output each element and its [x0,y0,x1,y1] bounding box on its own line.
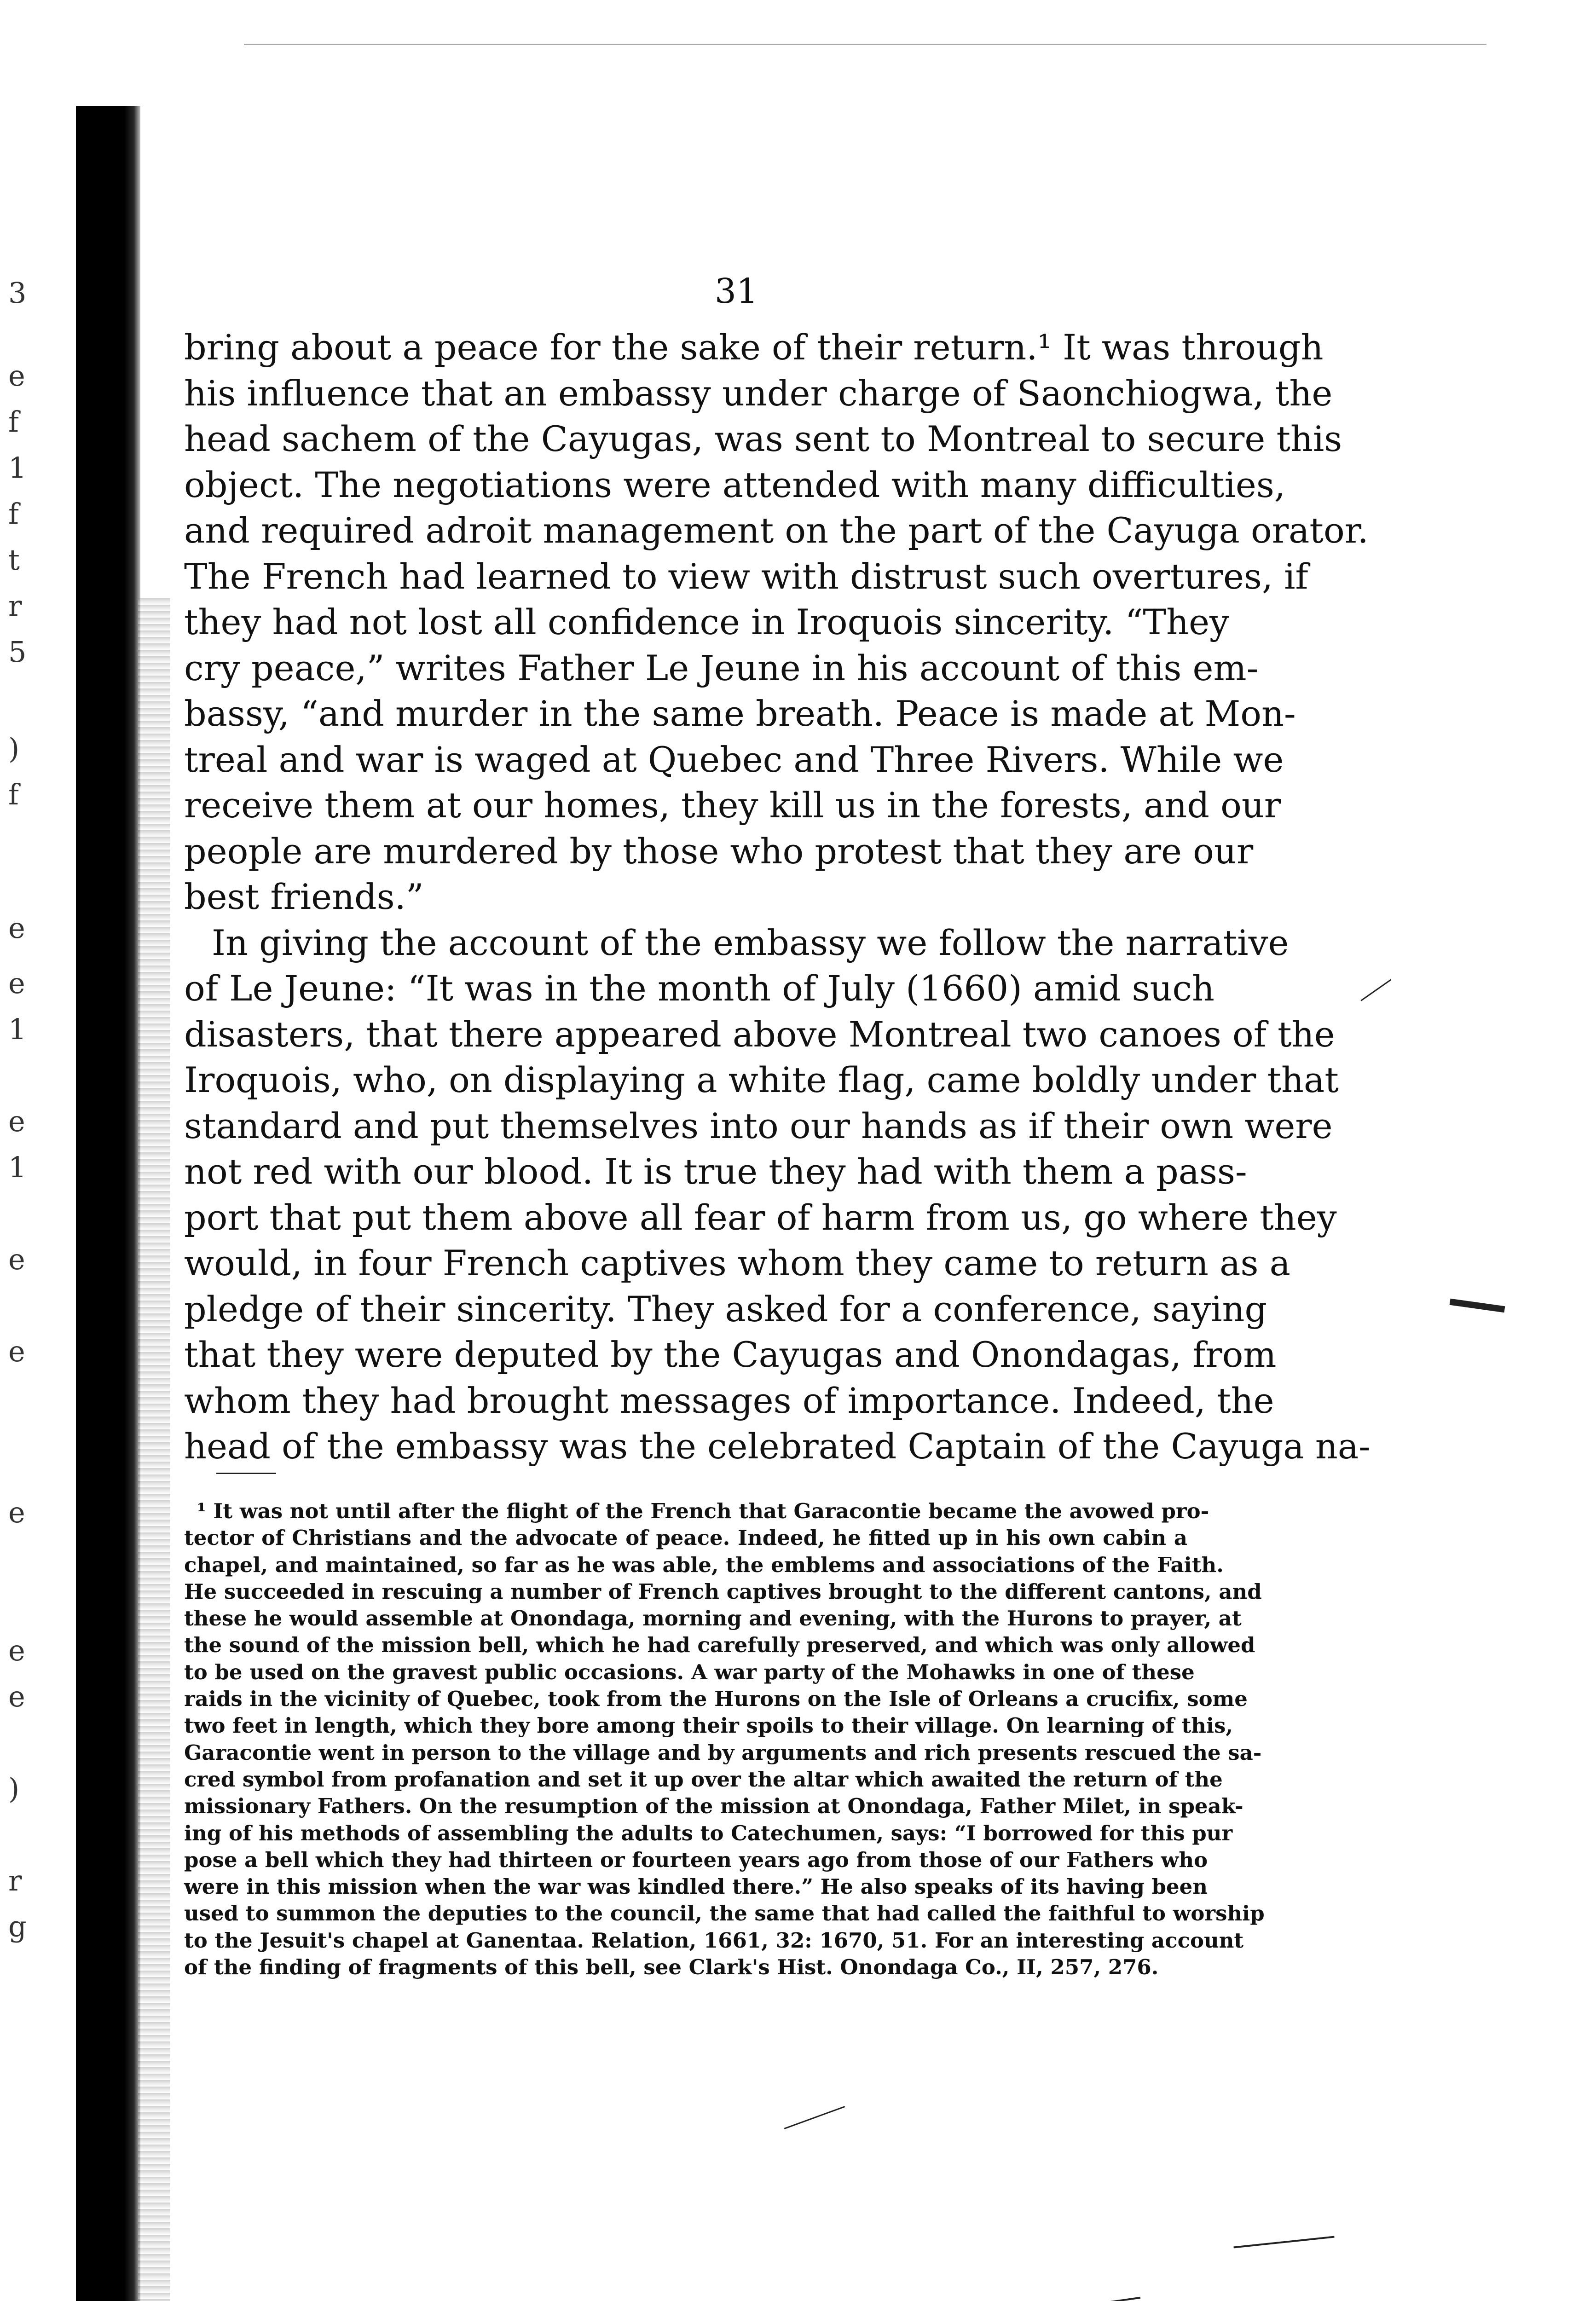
body-line: not red with our blood. It is true they had with them a pass- [184,1151,1247,1192]
body-line: Iroquois, who, on displaying a white flag, came boldly under that [184,1059,1339,1100]
footnote-line: raids in the vicinity of Quebec, took from the Hurons on the Isle of Orleans a crucifix, some [184,1687,1248,1711]
body-line: his influence that an embassy under charge of Saonchiogwa, the [184,372,1333,414]
scan-smudge [1233,2236,1334,2249]
footnote [184,1498,1265,1981]
footnote-line: the sound of the mission bell, which he had carefully preserved, and which was only allowed [184,1633,1255,1658]
body-line: cry peace,” writes Father Le Jeune in his account of this em- [184,647,1259,688]
body-line: The French had learned to view with distrust such overtures, if [184,555,1308,597]
footnote-line: were in this mission when the war was kindled there.” He also speaks of its having been [184,1874,1208,1899]
footnote-line: of the finding of fragments of this bell, see Clark's Hist. Onondaga Co., II, 257, 276. [184,1955,1159,1980]
body-line: head of the embassy was the celebrated Captain of the Cayuga na- [184,1426,1370,1467]
body-line: port that put them above all fear of harm from us, go where they [184,1197,1337,1238]
footnote-line: used to summon the deputies to the council, the same that had called the faithful to worship [184,1901,1265,1926]
scan-smudge [949,2297,1140,2301]
body-line: best friends.” [184,876,424,917]
footnote-line: these he would assemble at Onondaga, morning and evening, with the Hurons to prayer, at [184,1606,1242,1631]
footnote-line: ¹ It was not until after the flight of the French that Garacontie became the avowed pro- [197,1499,1209,1523]
footnote-line: He succeeded in rescuing a number of French captives brought to the different cantons, and [184,1579,1262,1604]
footnote-line: ing of his methods of assembling the adults to Catechumen, says: “I borrowed for this pur [184,1821,1233,1845]
scan-smudge [784,2106,845,2129]
footnote-line: to the Jesuit's chapel at Ganentaa. Relation, 1661, 32: 1670, 51. For an interesting account [184,1928,1244,1953]
footnote-line: to be used on the gravest public occasions. A war party of the Mohawks in one of these [184,1659,1195,1684]
body-line: that they were deputed by the Cayugas and Onondagas, from [184,1334,1277,1375]
footnote-line: pose a bell which they had thirteen or fourteen years ago from those of our Fathers who [184,1847,1208,1872]
body-text [184,324,1370,1469]
footnote-line: two feet in length, which they bore among their spoils to their village. On learning of this, [184,1713,1233,1738]
scan-smudge [1450,1299,1505,1313]
body-line: bring about a peace for the sake of their return.¹ It was through [184,327,1324,368]
footnote-separator [216,1473,276,1474]
body-line: they had not lost all confidence in Iroquois sincerity. “They [184,601,1229,642]
body-line: disasters, that there appeared above Montreal two canoes of the [184,1013,1335,1055]
body-line: head sachem of the Cayugas, was sent to Montreal to secure this [184,418,1342,459]
body-line: standard and put themselves into our hands as if their own were [184,1105,1333,1146]
body-line: In giving the account of the embassy we follow the narrative [212,922,1289,963]
footnote-line: Garacontie went in person to the village and by arguments and rich presents rescued the sa- [184,1740,1262,1765]
footnote-line: missionary Fathers. On the resumption of the mission at Onondaga, Father Milet, in speak- [184,1794,1243,1819]
binding-speckle [138,598,170,2301]
body-line: object. The negotiations were attended with many difficulties, [184,464,1286,505]
binding-shadow [76,106,140,2301]
body-line: pledge of their sincerity. They asked for a conference, saying [184,1288,1267,1330]
footnote-line: chapel, and maintained, so far as he was able, the emblems and associations of the Faith. [184,1552,1224,1577]
left-margin-bleed: 3 e f 1 f t r 5 ) f e e 1 e 1 e e e e e ) r g [8,276,27,1943]
body-line: receive them at our homes, they kill us in the forests, and our [184,785,1281,826]
body-line: of Le Jeune: “It was in the month of July (1660) amid such [184,968,1214,1009]
footnote-line: tector of Christians and the advocate of peace. Indeed, he fitted up in his own cabin a [184,1526,1187,1550]
body-line: people are murdered by those who protest that they are our [184,830,1254,872]
scan-smudge [244,44,1486,45]
scan-smudge [1360,979,1391,1001]
page-number: 31 [714,272,758,311]
body-line: treal and war is waged at Quebec and Three Rivers. While we [184,739,1284,780]
body-line: would, in four French captives whom they came to return as a [184,1243,1290,1283]
footnote-line: cred symbol from profanation and set it up over the altar which awaited the return of the [184,1767,1223,1792]
body-line: and required adroit management on the part of the Cayuga orator. [184,510,1369,551]
body-line: whom they had brought messages of importance. Indeed, the [184,1380,1274,1421]
body-line: bassy, “and murder in the same breath. Peace is made at Mon- [184,693,1296,734]
